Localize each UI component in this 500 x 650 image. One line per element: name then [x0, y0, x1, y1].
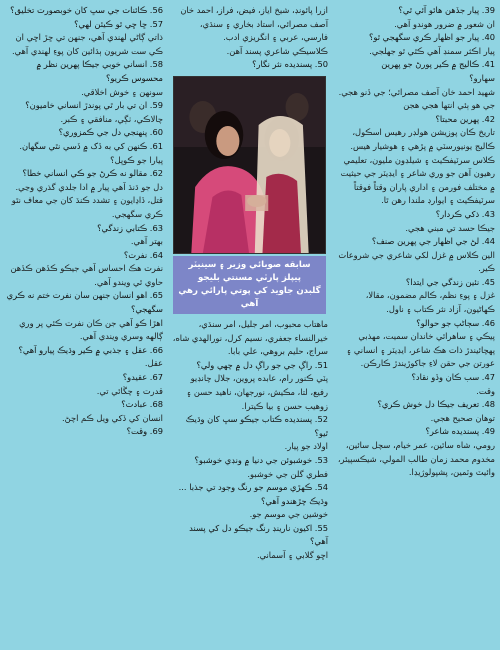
question: 52. پسنديده ڪتاب جيڪو سڀ کان وڌيڪ ٿيو؟	[185, 414, 328, 438]
qa-item	[5, 58, 163, 99]
answer: عقل.	[144, 358, 163, 369]
question: 58. انساني خوبي جيڪا پهرين نظر ۾ محسوس ڪريو؟	[36, 59, 163, 83]
question: 48. تعريف جيڪا دل خوش ڪري؟	[377, 399, 495, 410]
qa-item	[171, 522, 328, 563]
qa-item	[171, 454, 328, 481]
qa-item	[171, 4, 328, 45]
answer: پيارا جو ڪوپل؟	[110, 154, 163, 165]
answer: ان شعور ۾ ضرور هوندو آهي.	[394, 18, 495, 29]
qa-item	[171, 58, 328, 72]
answer: سهارو؟	[469, 72, 495, 83]
question: 39. پيار جڏهن هائو آئي ٿي؟	[398, 5, 495, 15]
qa-item	[336, 58, 495, 85]
qa-item	[336, 113, 495, 208]
qa-item	[5, 126, 163, 140]
answer: پيار اڪثر سمنڊ آهي ڪٿي ٿو جهلجي.	[369, 45, 495, 56]
question: 40. پيار جو اظهار ڪري سگهجي ٿو؟	[369, 32, 495, 43]
answer: ذاتي ڳاڻي لهندي آهي، جنهن تي ڇڙ اڇي ان ڪي ست شريون ٻڌائين کان پوءِ لهندي آهي.	[11, 32, 163, 56]
question: 59. ان تي بار ٿي پوندڙ انساني خاميون؟	[25, 100, 163, 111]
question: 64. نفرت؟	[123, 249, 163, 260]
photo-caption	[173, 256, 326, 314]
qa-item	[5, 140, 163, 167]
answer: رومي، شاه سائين، عمر خيام، سچل سائين، مخدوم محمد زمان طالب المولي، شيڪسپيئر، وائيٽ وٽمين، پشپولوژيڊا.	[337, 440, 495, 478]
question: 65. اهو انسان جنهن سان نفرت ختم نه ڪري سگهجي؟	[6, 290, 163, 315]
answer: غزل ۽ پوءِ نظم، ڪالم مضمون، مقالا، ڪهاڻيون، آزاد نثر ڪتاب ۽ ناول.	[365, 290, 495, 315]
answer: نفرت هڪ احساس آهي جيڪو ڪڏهن ڪڏهن حاوي ٿي ويندو آهي.	[10, 263, 163, 287]
question: 45. نئين زندگي جي ايتدا؟	[405, 276, 495, 287]
answer: تاريخ ڪان پوزيشن هولڊر رهيس اسڪول، ڪاليج يونيورسٽي ۾ پڙهي ۽ هوشيار هيس. ڪلاس سرٽيفڪيٽ ۽ شيلڊون مليون، تعليمي رهيون آهن جو وري شاعر ۽ ايڊيٽر جي حيثيت ۾ مختلف فورمن ۽ اداري پاران وقتاً فوقتاً سرٽيفڪيٽ ۽ ايوارڊ ملندا رهن ٿا.	[340, 127, 495, 206]
qa-item	[5, 18, 163, 59]
answer: اولاد جو پيار.	[284, 441, 328, 452]
question: 68. عبادت؟	[121, 399, 163, 410]
qa-item	[336, 371, 495, 398]
answer: اڇو گلابي ۽ آسماني.	[256, 550, 328, 561]
question: 44. لڻ جي اظهار جي پهرين صنف؟	[371, 236, 495, 247]
answer: دل جو ڌنڌ آهي پيار ۾ ادا جلدي گذري وڃي. قتل، ڏاڍايون ۽ تشدد ڪنڌ کان جي معاف نٿو ڪري سگهجي.	[11, 181, 163, 219]
answer: ازرا پائونڊ، شيخ اياز، فيض، فراز، احمد خان آصف مصرائي، استاد بخاري ۽ سنڌي، فارسي، عربي ۽ انگريزي ادب.	[180, 5, 328, 43]
question: 53. خوشبوئن جي دنيا ۾ ونڊي خوشبو؟	[194, 454, 328, 465]
qa-item	[336, 425, 495, 479]
question: 49. پسنديده شاعر؟	[425, 426, 495, 437]
qa-item	[5, 4, 163, 18]
question: 54. ڪهڙي موسم جو رنگ وجود تي جذبا ... وڌيڪ چڙهندو آهي؟	[178, 482, 328, 506]
qa-item	[336, 31, 495, 58]
answer: سونهن ۽ خوش اخلاقي.	[81, 86, 163, 97]
question: 41. ڪاليج ۾ ڪير پورڻ جو پهرين	[381, 59, 495, 70]
left-column	[3, 4, 167, 648]
question: 60. پنهنجي دل جي ڪمزوري؟	[58, 127, 163, 138]
question: 50. پسنديده نثر نگار؟	[252, 59, 328, 70]
answer: وقت.	[476, 385, 495, 396]
middle-column	[167, 4, 332, 648]
qa-item	[336, 317, 495, 371]
photo-illustration	[174, 77, 325, 253]
qa-item	[336, 235, 495, 276]
answer: انسان کي ڏکي ويل ڪم اچڻ.	[62, 412, 163, 423]
answer: بهتر آهي.	[130, 236, 163, 247]
qa-item	[336, 86, 495, 113]
caption-line: گلبدن جاويد کي پوتي پارائي رهي آهي	[178, 285, 321, 309]
question: 55. اکيون نارينڊ رنگ جيڪو دل کي پسند آهي؟	[189, 522, 328, 547]
qa-item	[171, 318, 328, 359]
qa-item	[5, 344, 163, 371]
answer: قدرت ۽ چڱائي تي.	[96, 385, 163, 396]
caption-line: پيپلز پارٽي مسنتي بليجو	[198, 272, 301, 283]
question: 61. ڪنهن کي به ڏک ۾ ڏسي نٿي سگهان.	[19, 140, 163, 151]
answer: جيڪا حسد تي مبني هجي.	[405, 222, 495, 233]
question: 62. مقالو نه ڪرڻ جو ڪي انساني خطا؟	[22, 168, 163, 179]
question: 63. ڪتابي زندگي؟	[97, 222, 163, 233]
answer: ماهتاب محبوب، امر جليل، امر سنڌي، خيرالنساء جعفري، نسيم کرل، نورالهدي شاه، سراج، حليم بروهي، علي بابا.	[172, 318, 328, 357]
answer: توهان صحيح هجي.	[430, 412, 495, 423]
answer: چالاڪي، ٺڳي، منافقي ۽ ڪبر.	[60, 113, 163, 124]
qa-item	[336, 398, 495, 425]
qa-item	[5, 99, 163, 126]
question: 69. وقت؟	[126, 426, 163, 437]
answer: فطري گلن جي خوشبو.	[247, 468, 328, 479]
question: 42. پهرين محبتا؟	[435, 113, 495, 124]
answer: خوشين جي موسم جو.	[249, 509, 328, 520]
qa-item	[5, 167, 163, 221]
qa-item	[336, 276, 495, 317]
question: 46. سڄاڻپ جو حوالو؟	[416, 317, 495, 328]
qa-item	[5, 222, 163, 249]
qa-item	[5, 398, 163, 425]
question: 47. سب ڪان وڏو نقاد؟	[411, 372, 495, 383]
question: 51. راڳ جي جو راڳ دل ۾ چهي ولي؟	[196, 359, 328, 370]
question: 66. عقل ۽ جذبي ۾ ڪير وڌيڪ پيارو آهي؟	[18, 344, 163, 355]
qa-item	[171, 413, 328, 454]
answer: پٽي ڪنور رام، عابده پروين، جلال چانڊيو رفيع، لتا، مڪيش، نورجهان، ناهيد حسن ۽ زوهيب حسن ۽ بيا ڪيترا.	[186, 373, 328, 411]
right-column	[332, 4, 497, 648]
caption-line: سابقه صوبائي وزير ۽ سينيٽر	[188, 259, 311, 270]
answer: ڪلاسيڪي شاعري پسند آهن.	[226, 45, 328, 56]
answer: پيڪي ۽ ساهرائي خاندان سميت، مهذبي پهچائيندڙ ذات هڪ شاعر، ايڊيٽر ۽ انساني ۽ عورتن جي حقن لاءِ جاکوڙيندڙ ڪارڪن.	[346, 331, 495, 369]
qa-item	[5, 425, 163, 439]
qa-item	[5, 371, 163, 398]
qa-item	[171, 45, 328, 59]
qa-item	[5, 289, 163, 343]
question: 56. ڪائنات جي سڀ کان خوبصورت تخليق؟	[10, 5, 163, 15]
qa-item	[5, 249, 163, 290]
qa-item	[171, 481, 328, 522]
qa-item	[171, 359, 328, 413]
ceremony-photo	[173, 76, 326, 254]
question: 43. ذکي ڪردار؟	[435, 208, 495, 219]
qa-item	[336, 4, 495, 31]
qa-item	[336, 208, 495, 235]
question: 67. عقيدو؟	[122, 372, 163, 383]
question: 57. ڇا ڇي ٿو ڪيئن لهي؟	[74, 18, 163, 29]
answer: الين ڪلاس ۾ غزل لکي شاعري جي شروعات ڪير.	[338, 249, 495, 274]
answer: اهڙا ڪو آهي جن ڪان نفرت ڪئي پر وري ڳالهه وسري ويندي آهي.	[19, 317, 163, 342]
answer: شهيد احمد خان آصف مصرائي؛ جي ڏنو هجي. جي هو ٻئي انتها هجي هجن	[338, 86, 495, 111]
